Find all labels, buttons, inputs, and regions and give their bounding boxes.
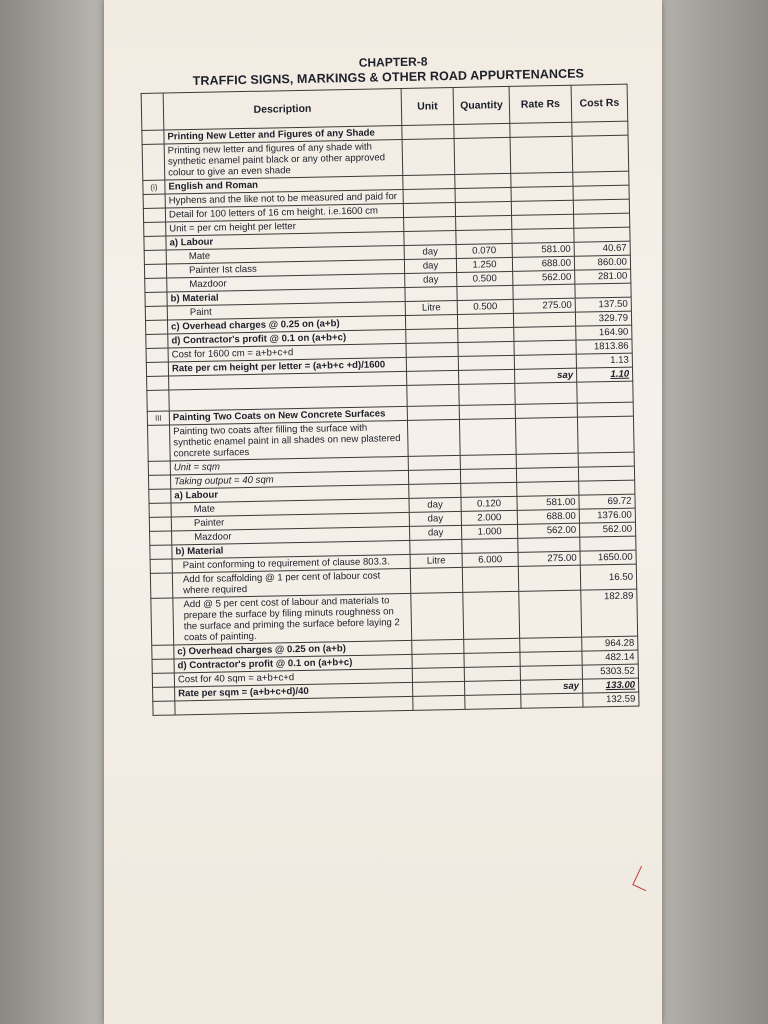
page-title: TRAFFIC SIGNS, MARKINGS & OTHER ROAD APPURTENANCES [192,66,585,88]
margin-header [141,93,164,130]
table-row: 132.59 [153,692,639,715]
table-row: Mate day 0.120 581.00 69.72 [149,494,635,517]
unit-text: Unit = sqm [170,456,408,475]
table-row: Painter Ist class day 1.250 688.00 860.00 [144,255,630,278]
material-heading: b) Material [172,540,410,559]
table-row: d) Contractor's profit @ 0.1 on (a+b+c) 482.14 [152,650,638,673]
table-row: say 1.10 [147,367,633,390]
detail-text: Detail for 100 letters of 16 cm height. i.e.1600 cm [165,203,403,222]
table-row: c) Overhead charges @ 0.25 on (a+b) 964.28 [152,636,638,659]
table-row: Mate day 0.070 581.00 40.67 [144,241,630,264]
table-row: Rate per cm height per letter = (a+b+c +d)/1600 1.13 [146,353,632,376]
spec-text: Painting two coats after filling the surface with synthetic enamel paint in all shades on new plastered concrete surfaces [170,420,409,461]
chapter-label: CHAPTER-8 [358,54,428,70]
note-text: Hyphens and the like not to be measured and paid for [165,189,403,208]
final-rate: 133.00 [582,678,638,693]
description-header: Description [163,88,402,130]
rate-analysis-sheet [140,51,639,716]
labour-heading: a) Labour [166,231,404,250]
table-row: d) Contractor's profit @ 0.1 on (a+b+c) 164.90 [146,325,632,348]
document-page [104,0,662,1024]
row-marker: III [147,411,169,425]
output-text: Taking output = 40 sqm [170,470,408,489]
section-heading: Printing New Letter and Figures of any Shade [164,125,402,144]
table-row: Cost for 40 sqm = a+b+c+d 5303.52 [152,664,638,687]
table-row: Painter day 2.000 688.00 1376.00 [149,508,635,531]
rate-header: Rate Rs [509,85,572,123]
unit-text: Unit = per cm height per letter [166,217,404,236]
table-row: Paint Litre 0.500 275.00 137.50 [145,297,631,320]
subheading: English and Roman [165,175,403,194]
table-row: Add @ 5 per cent cost of labour and materials to prepare the surface by filing minuts roughness on the surface and priming the surface before laying 2 coats of painting. 182.89 [151,589,638,645]
table-row: Add for scaffolding @ 1 per cent of labour cost where required 16.50 [150,564,636,598]
material-heading: b) Material [167,287,405,306]
final-rate: 1.10 [576,367,632,382]
table-row: c) Overhead charges @ 0.25 on (a+b) 329.79 [146,311,632,334]
table-row: Rate per sqm = (a+b+c+d)/40 say 133.00 [153,678,639,701]
table-row: Mazdoor day 1.000 562.00 562.00 [150,522,636,545]
table-row: Cost for 1600 cm = a+b+c+d 1813.86 [146,339,632,362]
table-row: Mazdoor day 0.500 562.00 281.00 [145,269,631,292]
row-marker: (i) [143,180,165,194]
cost-header: Cost Rs [571,84,628,122]
section-heading: Painting Two Coats on New Concrete Surfaces [169,406,407,425]
labour-heading: a) Labour [171,484,409,503]
table-row: Paint conforming to requirement of clause 803.3. Litre 6.000 275.00 1650.00 [150,550,636,573]
unit-header: Unit [401,87,454,125]
spec-text: Printing new letter and figures of any shade with synthetic enamel paint black or any other approved colour to give an even shade [164,139,403,180]
quantity-header: Quantity [453,86,510,124]
rate-analysis-table [141,84,640,716]
